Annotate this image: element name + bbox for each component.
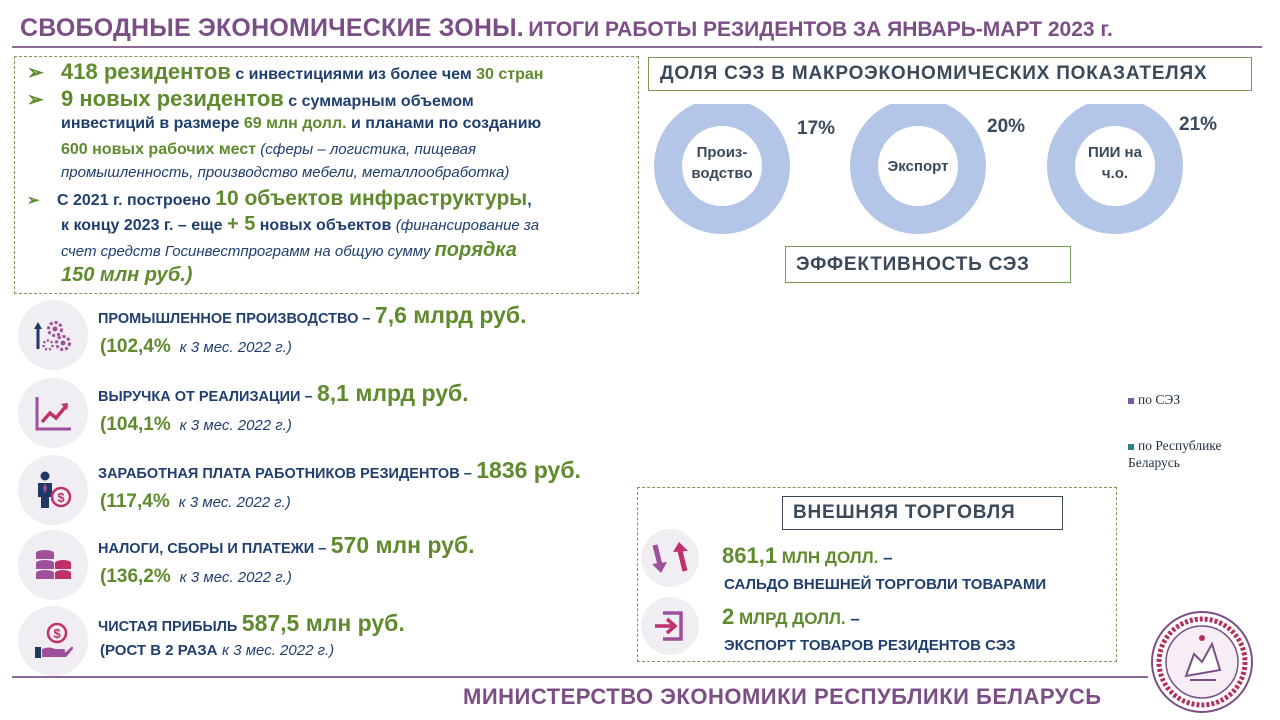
metric-label: НАЛОГИ, СБОРЫ И ПЛАТЕЖИ –: [98, 541, 327, 557]
metric-taxes: [18, 530, 638, 600]
bullet-residents: ➢ 418 резидентов с инвестициями из более чем 30 стран: [27, 59, 544, 84]
chevron-right-icon: ➢: [27, 62, 44, 84]
metric-comparison: к 3 мес. 2022 г.): [221, 642, 335, 659]
metric-comparison: к 3 мес. 2022 г.): [179, 339, 292, 356]
trade-exchange-icon: [641, 529, 699, 587]
metric-net-profit: [18, 606, 638, 676]
hand-coin-icon: [18, 606, 88, 676]
metric-percent: (102,4%: [100, 336, 171, 357]
employee-salary-icon: [18, 455, 88, 525]
metric-value: 7,6 млрд руб.: [374, 302, 527, 328]
export-label: ЭКСПОРТ ТОВАРОВ РЕЗИДЕНТОВ СЭЗ: [724, 637, 1016, 654]
metric-value: 570 млн руб.: [330, 532, 475, 558]
metric-percent: (104,1%: [100, 414, 171, 435]
bullet-new-residents-line2: инвестиций в размере 69 млн долл. и планами по созданию: [61, 115, 542, 132]
gears-growth-icon: [18, 300, 88, 370]
metric-percent: (136,2%: [100, 566, 171, 587]
export-arrow-icon: [641, 597, 699, 655]
metric-label: ВЫРУЧКА ОТ РЕАЛИЗАЦИИ –: [98, 389, 313, 405]
svg-text:$: $: [57, 490, 65, 505]
footer-ministry-name: МИНИСТЕРСТВО ЭКОНОМИКИ РЕСПУБЛИКИ БЕЛАРУСЬ: [463, 684, 1102, 709]
efficiency-bar-chart: [644, 286, 1124, 481]
metric-value: 8,1 млрд руб.: [317, 380, 469, 406]
metric-comparison: к 3 мес. 2022 г.): [179, 417, 292, 434]
title-divider: [12, 46, 1262, 48]
chevron-right-icon: ➢: [27, 192, 40, 209]
metric-label: ЧИСТАЯ ПРИБЫЛЬ: [98, 619, 238, 635]
donut-label: Произ- водство: [691, 144, 753, 182]
donut-fdi: [1043, 104, 1280, 234]
coin-stacks-icon: [18, 530, 88, 600]
bullet-infrastructure-line2: к концу 2023 г. – еще + 5 новых объектов (финансирование за: [61, 213, 540, 235]
metric-comparison: к 3 мес. 2022 г.): [178, 494, 291, 511]
metric-percent: (117,4%: [100, 491, 170, 512]
svg-text:$: $: [53, 626, 61, 641]
metric-label: ЗАРАБОТНАЯ ПЛАТА РАБОТНИКОВ РЕЗИДЕНТОВ –: [98, 466, 472, 482]
donut-percent: 21%: [1179, 114, 1218, 135]
rising-chart-icon: [18, 378, 88, 448]
bullet-infrastructure-line4: 150 млн руб.): [61, 264, 193, 286]
donut-label: ПИИ на ч.о.: [1088, 144, 1142, 182]
share-heading: ДОЛЯ СЭЗ В МАКРОЭКОНОМИЧЕСКИХ ПОКАЗАТЕЛЯХ: [648, 57, 1252, 91]
metric-label: ПРОМЫШЛЕННОЕ ПРОИЗВОДСТВО –: [98, 311, 371, 327]
donut-label: Экспорт: [887, 158, 949, 175]
legend-swatch: [1128, 398, 1134, 404]
efficiency-heading: ЭФФЕКТИВНОСТЬ СЭЗ: [785, 246, 1071, 283]
bullet-new-residents-line4: промышленность, производство мебели, металлообработка): [61, 164, 510, 181]
trade-balance-value: 861,1 МЛН ДОЛЛ. –: [722, 543, 893, 568]
foreign-trade-heading: ВНЕШНЯЯ ТОРГОВЛЯ: [782, 496, 1063, 530]
residents-count: 418 резидентов: [61, 59, 231, 84]
legend-item-sez: по СЭЗ: [1128, 392, 1180, 408]
bullet-infrastructure-line3: счет средств Госинвестпрограмм на общую сумму порядка: [61, 239, 517, 261]
export-value: 2 МЛРД ДОЛЛ. –: [722, 604, 860, 629]
trade-balance-label: САЛЬДО ВНЕШНЕЙ ТОРГОВЛИ ТОВАРАМИ: [724, 576, 1047, 593]
ministry-emblem-logo: [1150, 610, 1254, 714]
metric-industrial-production: [18, 300, 638, 370]
metric-salary: [18, 455, 638, 525]
title-main: СВОБОДНЫЕ ЭКОНОМИЧЕСКИЕ ЗОНЫ.: [20, 14, 524, 42]
metric-comparison: к 3 мес. 2022 г.): [179, 569, 292, 586]
bullet-infrastructure: ➢ С 2021 г. построено 10 объектов инфраструктуры,: [27, 187, 532, 210]
title-sub: ИТОГИ РАБОТЫ РЕЗИДЕНТОВ ЗА ЯНВАРЬ-МАРТ 2023 г.: [528, 18, 1113, 41]
metric-percent: (РОСТ В 2 РАЗА: [100, 642, 218, 659]
metric-value: 587,5 млн руб.: [241, 610, 405, 636]
donut-percent: 17%: [797, 118, 836, 139]
metric-revenue: [18, 378, 638, 448]
chevron-right-icon: ➢: [27, 89, 44, 111]
legend-swatch: [1128, 444, 1134, 450]
bullet-new-residents: ➢ 9 новых резидентов с суммарным объемом: [27, 86, 474, 111]
legend-item-rb: по Республике Беларусь: [1128, 438, 1222, 470]
footer-divider: [12, 676, 1148, 678]
page-title: [20, 14, 1113, 43]
bullet-new-residents-line3: 600 новых рабочих мест (сферы – логистика, пищевая: [61, 141, 477, 158]
donut-percent: 20%: [987, 116, 1026, 137]
metric-value: 1836 руб.: [476, 457, 581, 483]
intro-box: [14, 56, 639, 294]
